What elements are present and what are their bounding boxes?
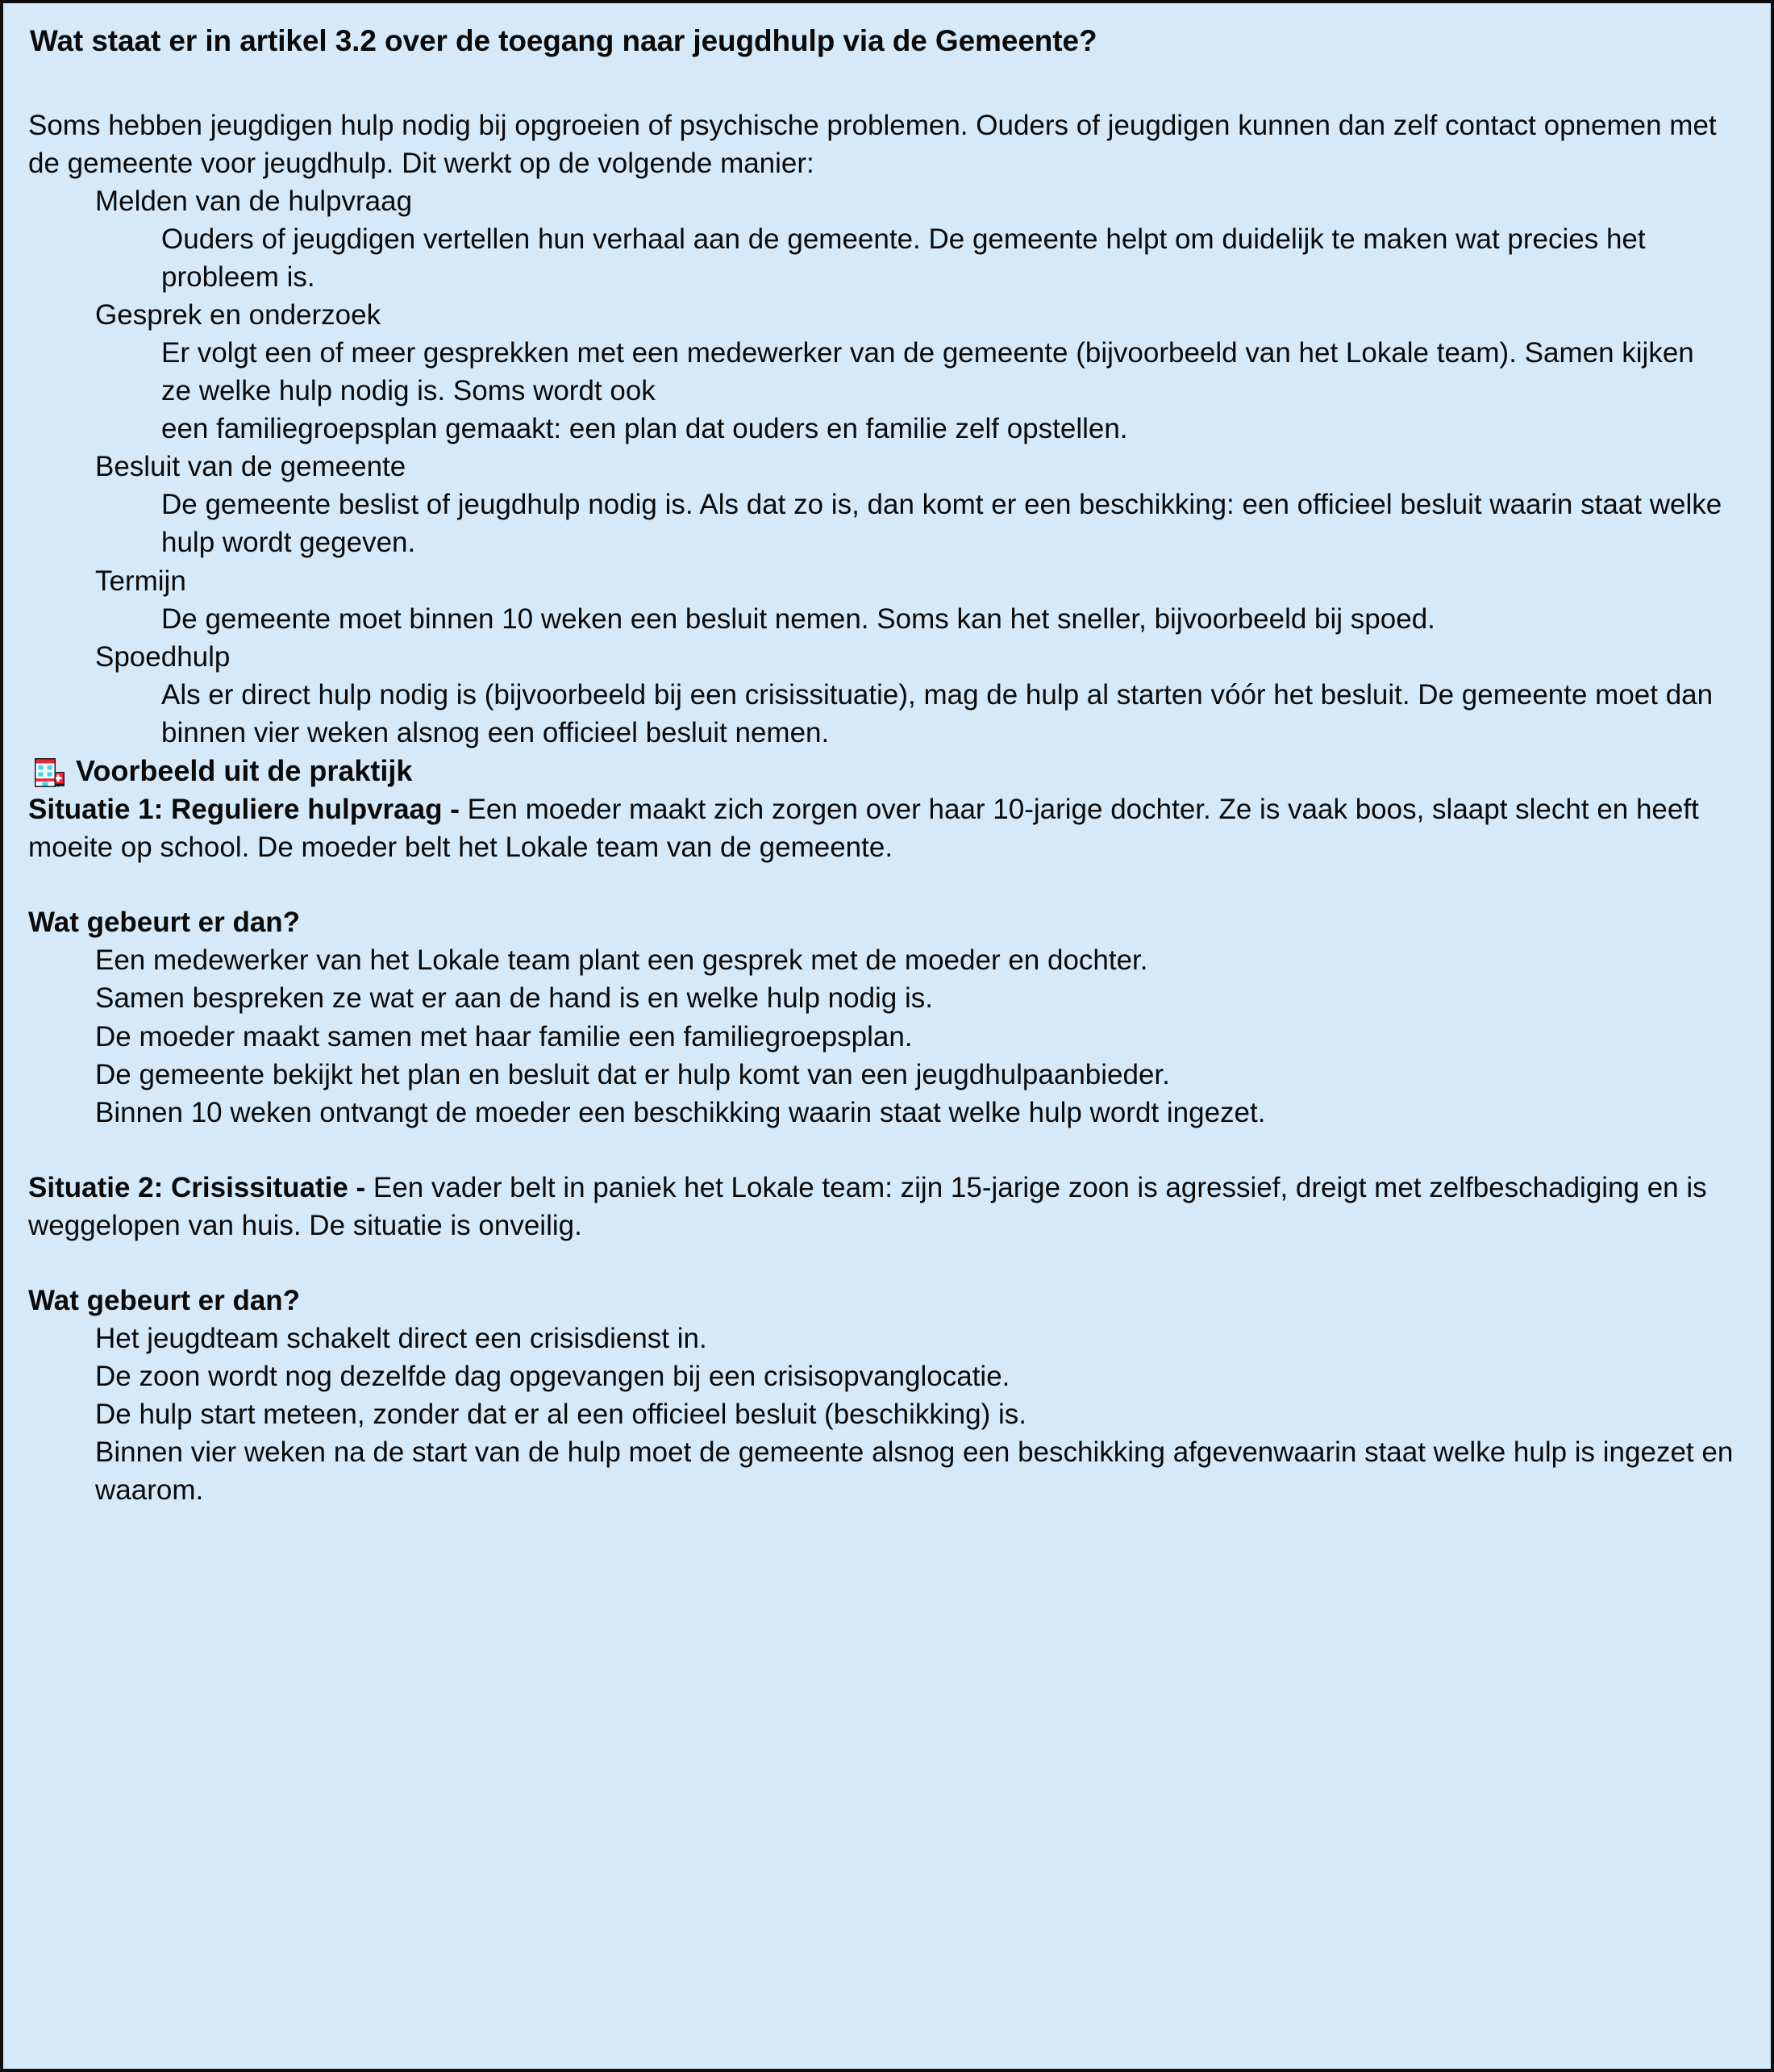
situatie-1-question: Wat gebeurt er dan? [28,907,301,939]
intro-paragraph: Soms hebben jeugdigen hulp nodig bij opgroeien of psychische problemen. Ouders of jeugdigen kunnen dan zelf contact opnemen met de gemeente voor jeugdhulp. Dit werkt op de volgende manier: [28,109,1717,179]
spacer [28,61,1747,106]
situatie-2-item-last-line2: waarin staat welke hulp is ingezet en waarom. [95,1436,1734,1507]
situatie-2-item-last-line1: Binnen vier weken na de start van de hulp moet de gemeente alsnog een beschikking afgeven [95,1436,1274,1469]
spacer [28,1132,1747,1169]
step-body-gesprek: Er volgt een of meer gesprekken met een medewerker van de gemeente (bijvoorbeeld van het Lokale team). Samen kijken ze welke hulp nodig is. Soms wordt ook [161,337,1694,407]
step-body-besluit: De gemeente beslist of jeugdhulp nodig is. Als dat zo is, dan komt er een beschikking: een officieel besluit waarin staat welke hulp wordt gegeven. [161,489,1722,559]
step-body-termijn: De gemeente moet binnen 10 weken een besluit nemen. Soms kan het sneller, bijvoorbeeld bij spoed. [161,602,1435,635]
situatie-1-item: Een medewerker van het Lokale team plant een gesprek met de moeder en dochter. [95,944,1148,977]
spacer [28,1244,1747,1282]
situatie-1-item: De moeder maakt samen met haar familie een familiegroepsplan. [95,1020,913,1053]
situatie-2-question: Wat gebeurt er dan? [28,1284,301,1316]
situatie-2-item-last [28,1433,1747,1509]
step-body-gesprek-line2: een familiegroepsplan gemaakt: een plan dat ouders en familie zelf opstellen. [161,413,1128,445]
situatie-1-paragraph [28,790,1730,866]
situatie-2-item: De zoon wordt nog dezelfde dag opgevangen bij een crisisopvanglocatie. [95,1360,1010,1392]
document-body [3,3,1771,1509]
situatie-2-item: Het jeugdteam schakelt direct een crisisdienst in. [95,1322,707,1354]
step-heading-termijn: Termijn [95,565,186,597]
situatie-2-item: De hulp start meteen, zonder dat er al een officieel besluit (beschikking) is. [95,1399,1027,1431]
step-heading-besluit: Besluit van de gemeente [95,451,406,483]
praktijk-section-header [28,752,1747,790]
step-heading-melden: Melden van de hulpvraag [95,185,413,217]
situatie-1-item: De gemeente bekijkt het plan en besluit dat er hulp komt van een jeugdhulpaanbieder. [95,1058,1170,1090]
step-body-spoedhulp: Als er direct hulp nodig is (bijvoorbeeld bij een crisissituatie), mag de hulp al starten vóór het besluit. De gemeente moet dan binnen vier weken alsnog een officieel besluit nemen. [161,678,1714,748]
step-heading-gesprek: Gesprek en onderzoek [95,299,381,331]
situatie-1-item: Binnen 10 weken ontvangt de moeder een beschikking waarin staat welke hulp wordt ingezet. [95,1096,1266,1128]
spacer [28,866,1747,903]
situatie-1-label: Situatie 1: Reguliere hulpvraag - [28,794,460,826]
step-heading-spoedhulp: Spoedhulp [95,640,231,673]
situatie-2-text: Een vader belt in paniek het Lokale team: zijn 15-jarige zoon is agressief, dreigt met zelfbeschadiging en is weggelopen van huis. De situatie is onveilig. [28,1171,1707,1241]
situatie-2-label: Situatie 2: Crisissituatie - [28,1171,366,1203]
step-body-melden: Ouders of jeugdigen vertellen hun verhaal aan de gemeente. De gemeente helpt om duidelijk te maken wat precies het probleem is. [161,223,1646,293]
page-title: Wat staat er in artikel 3.2 over de toegang naar jeugdhulp via de Gemeente? [30,24,1097,57]
situatie-2-paragraph [28,1169,1730,1244]
situatie-1-item: Samen bespreken ze wat er aan de hand is en welke hulp nodig is. [95,982,933,1015]
situatie-1-text: Een moeder maakt zich zorgen over haar 10-jarige dochter. Ze is vaak boos, slaapt slecht en heeft moeite op school. De moeder belt het Lokale team van de gemeente. [28,794,1699,864]
praktijk-label: Voorbeeld uit de praktijk [76,753,413,787]
hospital-icon [28,754,65,791]
